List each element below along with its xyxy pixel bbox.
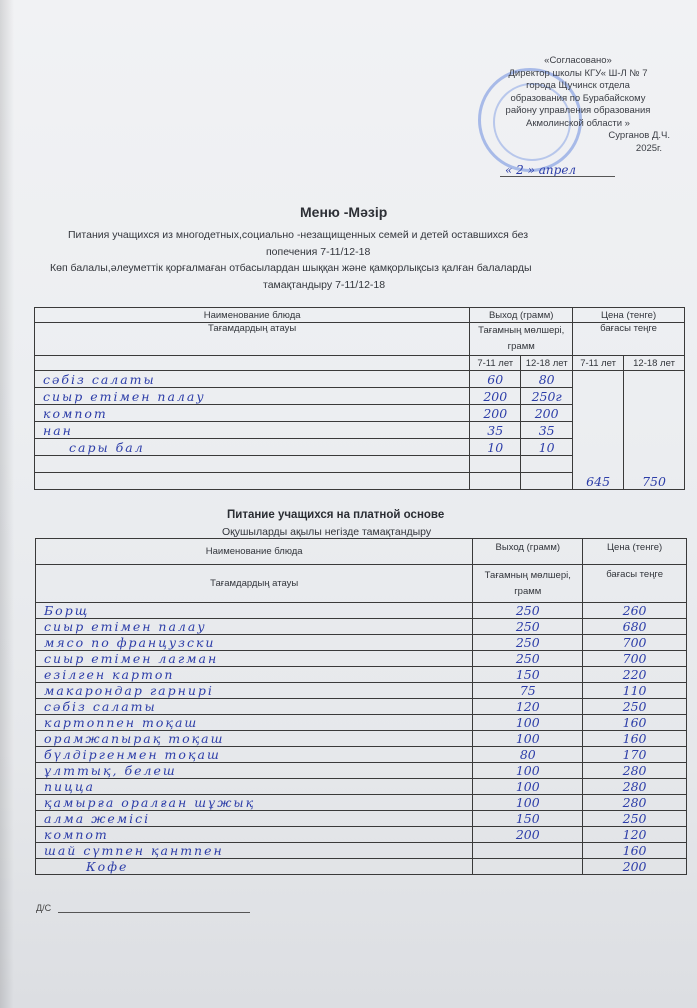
dish-name: езілген картоп (36, 667, 473, 683)
header-output-kz: Тағамның мөлшері, грамм (470, 323, 573, 356)
footer-signature-line (58, 912, 250, 913)
dish-name: ұлттық, белеш (36, 763, 473, 779)
dish-grams: 75 (473, 683, 583, 699)
grams-12-18: 200 (521, 405, 573, 422)
grams-7-11: 10 (470, 439, 521, 456)
header-price-ru: Цена (тенге) (583, 539, 687, 565)
dish-name: сәбіз салаты (35, 371, 470, 388)
dish-name: сиыр етімен палау (35, 388, 470, 405)
dish-name: пицца (36, 779, 473, 795)
header-name-ru: Наименование блюда (35, 308, 470, 323)
dish-price: 680 (583, 619, 687, 635)
dish-grams: 200 (473, 827, 583, 843)
menu-table-paid (35, 538, 687, 875)
dish-grams: 100 (473, 779, 583, 795)
age-7-11: 7-11 лет (470, 356, 521, 371)
grams-12-18: 10 (521, 439, 573, 456)
header-price-kz: бағасы теңге (573, 323, 685, 356)
dish-price: 160 (583, 731, 687, 747)
dish-grams (473, 843, 583, 859)
approval-year: 2025г. (635, 142, 662, 154)
dish-price: 220 (583, 667, 687, 683)
dish-price: 200 (583, 859, 687, 875)
dish-price: 280 (583, 763, 687, 779)
approval-line: Директор школы КГУ« Ш-Л № 7 (508, 67, 648, 79)
dish-grams: 150 (473, 811, 583, 827)
dish-name: сары бал (35, 439, 470, 456)
dish-price: 700 (583, 651, 687, 667)
dish-price: 250 (583, 699, 687, 715)
dish-grams: 250 (473, 619, 583, 635)
dish-grams: 100 (473, 795, 583, 811)
header-name-kz: Тағамдардың атауы (35, 323, 470, 356)
approval-block (478, 55, 678, 155)
grams-12-18: 250г (521, 388, 573, 405)
dish-name: алма жемісі (36, 811, 473, 827)
subtitle-kz: Көп балалы,әлеуметтік қорғалмаған отбасылардан шыққан және қамқорлықсыз қалған балаларды (50, 262, 532, 274)
grams-7-11: 200 (470, 388, 521, 405)
dish-grams: 120 (473, 699, 583, 715)
dish-price: 160 (583, 715, 687, 731)
section-subtitle-paid: Оқушыларды ақылы негізде тамақтандыру (222, 526, 432, 538)
price-12-18: 750 (624, 371, 685, 490)
approval-line: города Щучинск отдела (526, 80, 630, 91)
approval-date: « 2 » апрел (505, 163, 577, 177)
grams-7-11: 35 (470, 422, 521, 439)
dish-grams (473, 859, 583, 875)
age-12-18-price: 12-18 лет (624, 356, 685, 371)
dish-name: сиыр етімен палау (36, 619, 473, 635)
dish-price: 260 (583, 603, 687, 619)
price-7-11: 645 (573, 371, 624, 490)
dish-name: сәбіз салаты (36, 699, 473, 715)
dish-name: Борщ (36, 603, 473, 619)
grams-12-18: 35 (521, 422, 573, 439)
dish-grams: 100 (473, 763, 583, 779)
dish-price: 170 (583, 747, 687, 763)
footer-ds-label: Д/С (36, 903, 52, 913)
dish-grams: 80 (473, 747, 583, 763)
approval-signer: Сурганов Д.Ч. (608, 130, 670, 141)
dish-grams: 250 (473, 635, 583, 651)
page-title: Меню -Мәзір (300, 204, 388, 220)
dish-price: 280 (583, 795, 687, 811)
dish-price: 120 (583, 827, 687, 843)
approval-line: району управления образования (505, 105, 651, 116)
header-output-kz: Тағамның мөлшері, грамм (473, 565, 583, 603)
approval-line: «Согласовано» (544, 55, 612, 66)
header-name-ru: Наименование блюда (36, 539, 473, 565)
dish-name: шай сүтпен қантпен (36, 843, 473, 859)
header-price-ru: Цена (тенге) (573, 308, 685, 323)
dish-name: мясо по французски (36, 635, 473, 651)
approval-line: Акмолинской области » (526, 117, 630, 129)
dish-grams: 250 (473, 651, 583, 667)
dish-name: Кофе (36, 859, 473, 875)
dish-price: 700 (583, 635, 687, 651)
dish-name: бүлдіргенмен тоқаш (36, 747, 473, 763)
subtitle-ru: Питания учащихся из многодетных,социально -незащищенных семей и детей оставшихся без (68, 229, 529, 241)
grams-7-11: 60 (470, 371, 521, 388)
dish-name: орамжапырақ тоқаш (36, 731, 473, 747)
header-price-kz: бағасы теңге (583, 565, 687, 603)
approval-line: образования по Бурабайскому (510, 92, 646, 104)
dish-price: 110 (583, 683, 687, 699)
subtitle-kz-2: тамақтандыру 7-11/12-18 (263, 279, 386, 291)
dish-name: компот (35, 405, 470, 422)
dish-grams: 150 (473, 667, 583, 683)
menu-table-free (34, 307, 685, 490)
header-output-ru: Выход (грамм) (473, 539, 583, 565)
grams-12-18: 80 (521, 371, 573, 388)
dish-grams: 250 (473, 603, 583, 619)
age-12-18: 12-18 лет (521, 356, 573, 371)
dish-name: картоппен тоқаш (36, 715, 473, 731)
subtitle-ru-2: попечения 7-11/12-18 (266, 246, 371, 258)
dish-name: компот (36, 827, 473, 843)
header-output-ru: Выход (грамм) (470, 308, 573, 323)
dish-grams: 100 (473, 731, 583, 747)
dish-name: нан (35, 422, 470, 439)
dish-price: 280 (583, 779, 687, 795)
dish-name: сиыр етімен лагман (36, 651, 473, 667)
header-name-kz: Тағамдардың атауы (36, 565, 473, 603)
age-7-11-price: 7-11 лет (573, 356, 624, 371)
grams-7-11: 200 (470, 405, 521, 422)
dish-price: 160 (583, 843, 687, 859)
signature-line (500, 176, 615, 177)
section-title-paid: Питание учащихся на платной основе (227, 509, 445, 521)
dish-name: қамырға оралған шұжық (36, 795, 473, 811)
dish-price: 250 (583, 811, 687, 827)
dish-name: макарондар гарнирі (36, 683, 473, 699)
dish-grams: 100 (473, 715, 583, 731)
